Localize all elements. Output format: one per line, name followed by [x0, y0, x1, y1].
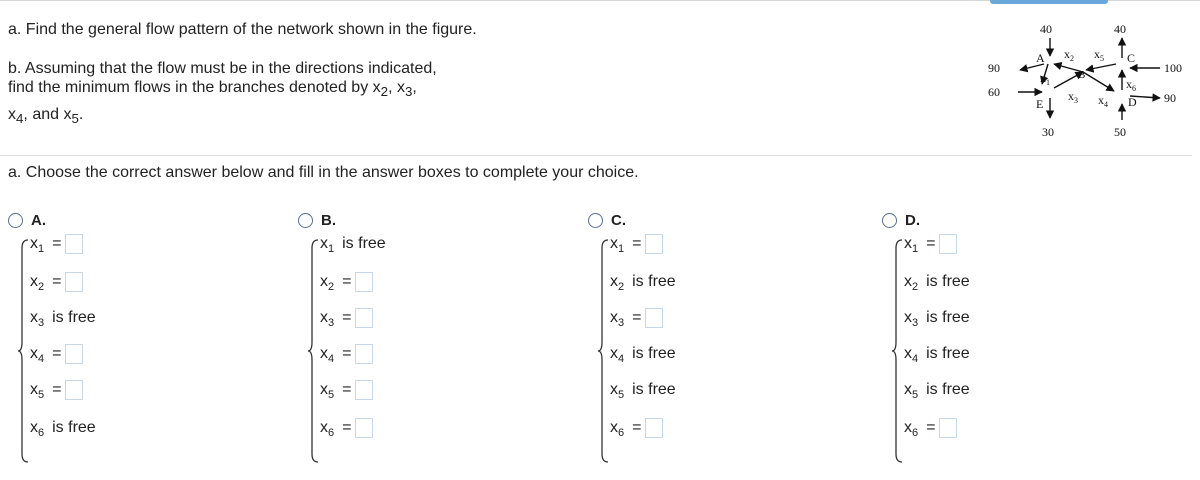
answer-input[interactable] [65, 234, 83, 254]
variable-row [904, 270, 970, 294]
brace-icon [18, 238, 30, 464]
variable-name [320, 381, 334, 399]
equals-sign: = [632, 309, 642, 326]
variable-subscript: 2 [328, 281, 335, 293]
variable-row [30, 270, 83, 294]
variable-subscript: 5 [912, 389, 919, 401]
choice-option[interactable] [298, 212, 336, 229]
variable-subscript: 6 [618, 427, 625, 439]
variable-subscript: 4 [328, 353, 335, 365]
variable-name [610, 381, 624, 399]
free-label: is free [926, 273, 970, 290]
choice-option[interactable] [588, 212, 626, 229]
variable-subscript: 5 [38, 389, 45, 401]
choice-option[interactable] [882, 212, 920, 229]
radio-button[interactable] [298, 213, 313, 228]
branch-label-x2: $x_2$ [1064, 47, 1074, 63]
variable-letter: x [904, 235, 912, 252]
variable-row [320, 342, 373, 366]
variable-name [610, 419, 624, 437]
sep: , x [388, 79, 405, 96]
variable-letter: x [610, 235, 618, 252]
variable-letter: x [30, 419, 38, 436]
answer-input[interactable] [65, 272, 83, 292]
answer-input[interactable] [65, 344, 83, 364]
variable-name [30, 419, 44, 437]
variable-row [904, 378, 970, 402]
choice-letter: B. [321, 212, 336, 229]
variable-subscript: 1 [618, 243, 625, 255]
answer-input[interactable] [355, 380, 373, 400]
flow-label-left-bottom: 60 [988, 85, 1000, 99]
free-label: is free [52, 309, 96, 326]
sub-3: 3 [404, 84, 413, 100]
branch-x5 [1086, 64, 1116, 70]
flow-label-bottom-right: 50 [1114, 125, 1126, 139]
variable-row [904, 342, 970, 366]
variable-name [320, 345, 334, 363]
variable-name [904, 419, 918, 437]
flow-label-top-right: 40 [1114, 22, 1126, 36]
variable-letter: x [30, 273, 38, 290]
choice-0 [8, 206, 268, 466]
variable-letter: x [610, 273, 618, 290]
equals-sign: = [52, 235, 62, 252]
problem-part-b-line3 [8, 105, 478, 128]
instruction-text: a. Choose the correct answer below and fill in the answer boxes to complete your choice. [8, 164, 639, 181]
variable-row [320, 232, 386, 256]
variable-subscript: 6 [38, 427, 45, 439]
variable-name [904, 235, 918, 253]
variable-name [610, 345, 624, 363]
variable-name [904, 273, 918, 291]
equals-sign: = [342, 345, 352, 362]
equals-sign: = [926, 235, 936, 252]
free-label: is free [342, 235, 386, 252]
sub-2: 2 [380, 84, 389, 100]
variable-name [320, 419, 334, 437]
free-label: is free [926, 345, 970, 362]
variable-letter: x [904, 419, 912, 436]
variable-row [610, 306, 663, 330]
answer-input[interactable] [65, 380, 83, 400]
equals-sign: = [52, 345, 62, 362]
variable-letter: x [904, 273, 912, 290]
section-divider [0, 155, 1192, 156]
variable-name [904, 381, 918, 399]
variable-letter: x [30, 235, 38, 252]
variable-name [320, 235, 334, 253]
variable-letter: x [610, 345, 618, 362]
network-diagram [980, 12, 1190, 142]
problem-part-b-line2 [8, 78, 478, 101]
variable-row [30, 378, 83, 402]
variable-subscript: 5 [328, 389, 335, 401]
branch-label-x5: $x_5$ [1094, 47, 1104, 63]
part-b-text: find the minimum flows in the branches denoted by x [8, 79, 381, 96]
brace-icon [892, 238, 904, 464]
free-label: is free [926, 381, 970, 398]
x4-var: x [8, 106, 16, 124]
variable-letter: x [904, 309, 912, 326]
variable-subscript: 2 [38, 281, 45, 293]
variable-subscript: 1 [912, 243, 919, 255]
variable-row [610, 342, 676, 366]
variable-subscript: 3 [38, 317, 45, 329]
and-text: , and x [23, 106, 72, 124]
variable-row [904, 306, 970, 330]
variable-name [30, 273, 44, 291]
variable-letter: x [904, 381, 912, 398]
equals-sign: = [52, 273, 62, 290]
variable-letter: x [30, 309, 38, 326]
variable-subscript: 1 [38, 243, 45, 255]
equals-sign: = [926, 419, 936, 436]
free-label: is free [632, 381, 676, 398]
variable-row [904, 416, 957, 440]
variable-subscript: 2 [618, 281, 625, 293]
variable-subscript: 2 [912, 281, 919, 293]
comma: , [412, 79, 417, 96]
variable-letter: x [30, 381, 38, 398]
variable-row [610, 378, 676, 402]
variable-row [30, 232, 83, 256]
free-label: is free [632, 273, 676, 290]
choice-3 [882, 206, 1142, 466]
variable-name [30, 381, 44, 399]
variable-row [320, 270, 373, 294]
variable-name [30, 309, 44, 327]
sub-5: 5 [71, 111, 79, 127]
answer-input[interactable] [355, 344, 373, 364]
choice-1 [298, 206, 558, 466]
equals-sign: = [52, 381, 62, 398]
variable-letter: x [320, 345, 328, 362]
variable-subscript: 4 [618, 353, 625, 365]
equals-sign: = [342, 273, 352, 290]
choice-letter: A. [31, 212, 46, 229]
variable-row [320, 416, 373, 440]
variable-subscript: 1 [328, 243, 335, 255]
variable-row [30, 342, 83, 366]
variable-letter: x [320, 273, 328, 290]
variable-letter: x [320, 235, 328, 252]
free-label: is free [52, 419, 96, 436]
variable-name [904, 345, 918, 363]
brace-icon [308, 238, 320, 464]
variable-name [610, 235, 624, 253]
period: . [78, 106, 84, 124]
answer-input[interactable] [645, 418, 663, 438]
answer-input[interactable] [355, 308, 373, 328]
answer-input[interactable] [939, 234, 957, 254]
variable-row [30, 306, 96, 330]
variable-row [610, 270, 676, 294]
equals-sign: = [342, 309, 352, 326]
radio-button[interactable] [588, 213, 603, 228]
variable-name [610, 273, 624, 291]
choice-option[interactable] [8, 212, 46, 229]
equals-sign: = [342, 381, 352, 398]
node-a: A [1036, 51, 1045, 65]
choice-2 [588, 206, 848, 466]
choice-letter: D. [905, 212, 920, 229]
variable-subscript: 4 [912, 353, 919, 365]
variable-letter: x [904, 345, 912, 362]
variable-name [320, 273, 334, 291]
free-label: is free [926, 309, 970, 326]
node-c: C [1127, 51, 1136, 65]
problem-part-b-line1: b. Assuming that the flow must be in the directions indicated, [8, 60, 437, 77]
variable-name [30, 235, 44, 253]
branch-label-x1: $x_1$ [1040, 71, 1050, 87]
variable-name [320, 309, 334, 327]
brace-icon [598, 238, 610, 464]
variable-row [904, 232, 957, 256]
variable-name [904, 309, 918, 327]
variable-row [320, 306, 373, 330]
flow-label-top-left: 40 [1040, 22, 1052, 36]
variable-subscript: 4 [38, 353, 45, 365]
variable-subscript: 3 [618, 317, 625, 329]
flow-label-bottom-left: 30 [1042, 125, 1054, 139]
flow-label-right-top: 100 [1164, 61, 1182, 75]
equals-sign: = [632, 419, 642, 436]
top-accent-tab [990, 0, 1108, 4]
answer-input[interactable] [355, 418, 373, 438]
variable-subscript: 5 [618, 389, 625, 401]
answer-input[interactable] [355, 272, 373, 292]
branch-label-x4: $x_4$ [1098, 93, 1108, 109]
answer-input[interactable] [645, 308, 663, 328]
variable-letter: x [320, 381, 328, 398]
answer-input[interactable] [939, 418, 957, 438]
branch-label-x3: $x_3$ [1068, 89, 1078, 105]
branch-x4 [1083, 72, 1114, 91]
choice-letter: C. [611, 212, 626, 229]
problem-statement [8, 20, 478, 128]
equals-sign: = [632, 235, 642, 252]
variable-subscript: 3 [912, 317, 919, 329]
problem-part-a: a. Find the general flow pattern of the network shown in the figure. [8, 21, 477, 38]
variable-subscript: 3 [328, 317, 335, 329]
node-e: E [1036, 97, 1044, 111]
answer-input[interactable] [645, 234, 663, 254]
variable-letter: x [610, 381, 618, 398]
variable-row [320, 378, 373, 402]
variable-subscript: 6 [912, 427, 919, 439]
branch-label-x6: $x_6$ [1126, 77, 1136, 93]
free-label: is free [632, 345, 676, 362]
radio-button[interactable] [882, 213, 897, 228]
radio-button[interactable] [8, 213, 23, 228]
variable-letter: x [30, 345, 38, 362]
variable-row [30, 416, 96, 440]
equals-sign: = [342, 419, 352, 436]
flow-label-right-bottom: 90 [1164, 91, 1176, 105]
sub-4: 4 [16, 111, 24, 127]
variable-letter: x [610, 419, 618, 436]
variable-letter: x [320, 419, 328, 436]
variable-row [610, 416, 663, 440]
variable-letter: x [320, 309, 328, 326]
node-d: D [1128, 95, 1137, 109]
variable-letter: x [610, 309, 618, 326]
variable-subscript: 6 [328, 427, 335, 439]
node-b: B [1078, 69, 1086, 81]
flow-label-left-top: 90 [988, 61, 1000, 75]
variable-name [30, 345, 44, 363]
variable-name [610, 309, 624, 327]
variable-row [610, 232, 663, 256]
